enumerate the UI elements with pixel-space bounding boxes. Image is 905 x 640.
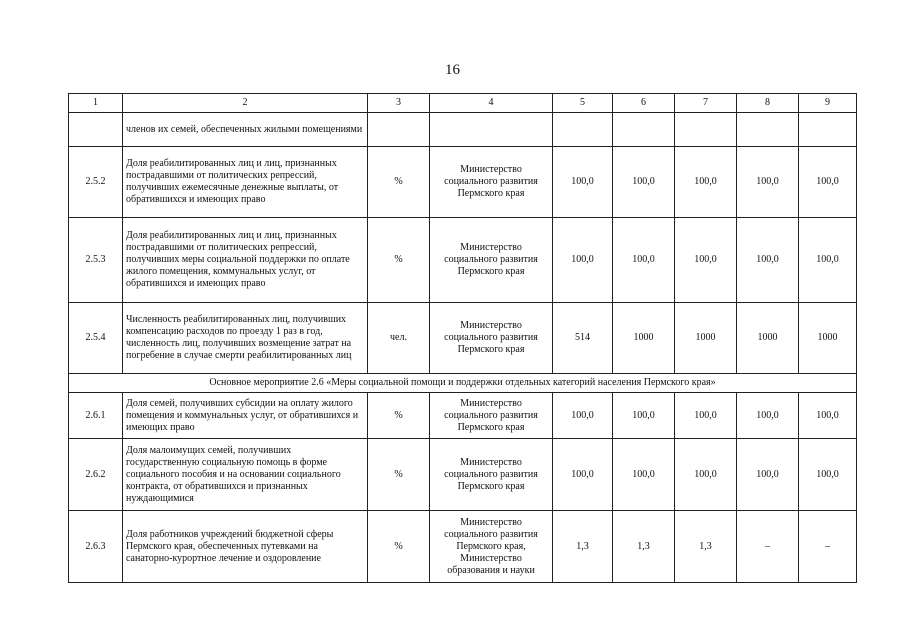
- value-col8: –: [737, 511, 799, 583]
- indicator-name: Доля работников учреждений бюджетной сферы Пермского края, обеспеченных путевками на санаторно-курортное лечение и оздоровление: [123, 511, 368, 583]
- row-number: 2.6.3: [69, 511, 123, 583]
- indicator-name: членов их семей, обеспеченных жилыми помещениями: [123, 113, 368, 147]
- header-cell: 5: [553, 94, 613, 113]
- table-row: [69, 303, 857, 374]
- value-col8: 100,0: [737, 218, 799, 303]
- value-col9: 100,0: [799, 393, 857, 439]
- value-col5: 100,0: [553, 218, 613, 303]
- header-cell: 1: [69, 94, 123, 113]
- value-col5: 514: [553, 303, 613, 374]
- value-col5: 1,3: [553, 511, 613, 583]
- unit-cell: %: [368, 147, 430, 218]
- unit-cell: %: [368, 511, 430, 583]
- value-col5: [553, 113, 613, 147]
- org-cell: Министерство социального развития Пермского края: [430, 393, 553, 439]
- row-number: [69, 113, 123, 147]
- row-number: 2.6.1: [69, 393, 123, 439]
- value-col5: 100,0: [553, 147, 613, 218]
- unit-cell: %: [368, 218, 430, 303]
- value-col5: 100,0: [553, 439, 613, 511]
- value-col8: 100,0: [737, 147, 799, 218]
- value-col8: 100,0: [737, 439, 799, 511]
- header-cell: 4: [430, 94, 553, 113]
- unit-cell: [368, 113, 430, 147]
- row-number: 2.5.3: [69, 218, 123, 303]
- value-col5: 100,0: [553, 393, 613, 439]
- indicator-name: Численность реабилитированных лиц, получивших компенсацию расходов по проезду 1 раз в год, численность лиц, получивших возмещение затрат на погребение в случае смерти реабилитированных лиц: [123, 303, 368, 374]
- table-row: [69, 147, 857, 218]
- table-row: [69, 393, 857, 439]
- section-title: Основное мероприятие 2.6 «Меры социальной помощи и поддержки отдельных категорий населения Пермского края»: [69, 374, 857, 393]
- value-col9: [799, 113, 857, 147]
- value-col6: 100,0: [613, 147, 675, 218]
- value-col6: [613, 113, 675, 147]
- org-cell: Министерство социального развития Пермского края, Министерство образования и науки: [430, 511, 553, 583]
- value-col6: 100,0: [613, 218, 675, 303]
- value-col9: 100,0: [799, 439, 857, 511]
- header-cell: 3: [368, 94, 430, 113]
- header-cell: 9: [799, 94, 857, 113]
- value-col8: [737, 113, 799, 147]
- row-number: 2.5.2: [69, 147, 123, 218]
- indicator-name: Доля семей, получивших субсидии на оплату жилого помещения и коммунальных услуг, от обратившихся и имеющих право: [123, 393, 368, 439]
- page-number: 16: [445, 62, 460, 78]
- value-col7: 1000: [675, 303, 737, 374]
- unit-cell: %: [368, 393, 430, 439]
- value-col7: 1,3: [675, 511, 737, 583]
- value-col7: [675, 113, 737, 147]
- value-col6: 100,0: [613, 393, 675, 439]
- table-row: [69, 511, 857, 583]
- header-cell: 8: [737, 94, 799, 113]
- header-cell: 6: [613, 94, 675, 113]
- value-col8: 1000: [737, 303, 799, 374]
- value-col8: 100,0: [737, 393, 799, 439]
- org-cell: Министерство социального развития Пермского края: [430, 303, 553, 374]
- value-col7: 100,0: [675, 439, 737, 511]
- unit-cell: чел.: [368, 303, 430, 374]
- indicator-name: Доля малоимущих семей, получивших государственную социальную помощь в форме социального пособия и на основании социального контракта, от обратившихся и признанных нуждающимися: [123, 439, 368, 511]
- value-col6: 1000: [613, 303, 675, 374]
- value-col9: 100,0: [799, 147, 857, 218]
- row-number: 2.6.2: [69, 439, 123, 511]
- header-cell: 7: [675, 94, 737, 113]
- value-col9: –: [799, 511, 857, 583]
- unit-cell: %: [368, 439, 430, 511]
- table-row: [69, 113, 857, 147]
- value-col7: 100,0: [675, 218, 737, 303]
- indicator-name: Доля реабилитированных лиц и лиц, признанных пострадавшими от политических репрессий, получивших ежемесячные денежные выплаты, от обратившихся и имеющих право: [123, 147, 368, 218]
- value-col9: 100,0: [799, 218, 857, 303]
- indicators-table: [68, 93, 857, 583]
- org-cell: Министерство социального развития Пермского края: [430, 147, 553, 218]
- value-col7: 100,0: [675, 393, 737, 439]
- value-col7: 100,0: [675, 147, 737, 218]
- value-col9: 1000: [799, 303, 857, 374]
- indicator-name: Доля реабилитированных лиц и лиц, признанных пострадавшими от политических репрессий, получивших меры социальной поддержки по оплате жилого помещения, коммунальных услуг, от обратившихся и имеющих право: [123, 218, 368, 303]
- table-row: [69, 439, 857, 511]
- org-cell: Министерство социального развития Пермского края: [430, 218, 553, 303]
- row-number: 2.5.4: [69, 303, 123, 374]
- table-row: [69, 218, 857, 303]
- value-col6: 100,0: [613, 439, 675, 511]
- org-cell: Министерство социального развития Пермского края: [430, 439, 553, 511]
- table-header-row: [69, 94, 857, 113]
- header-cell: 2: [123, 94, 368, 113]
- org-cell: [430, 113, 553, 147]
- section-row: [69, 374, 857, 393]
- value-col6: 1,3: [613, 511, 675, 583]
